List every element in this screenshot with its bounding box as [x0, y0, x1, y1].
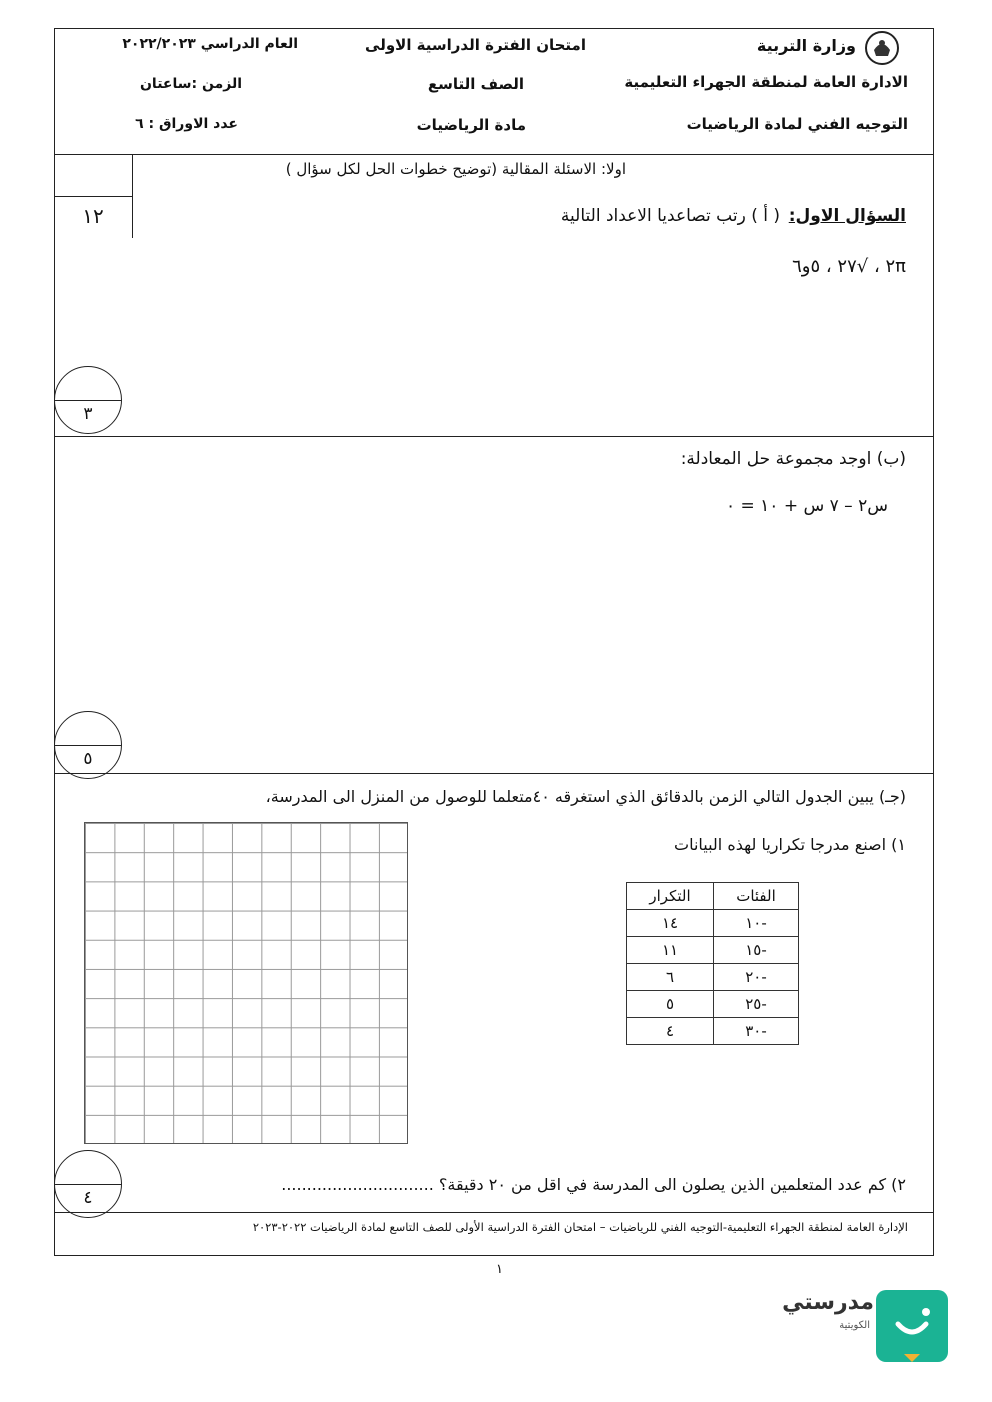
logo-subtitle: الكويتية: [839, 1320, 870, 1331]
grade: الصف التاسع: [427, 75, 524, 93]
total-score-box: [54, 154, 133, 238]
question-1a-values: ٢π ، √٢٧ ، ٥و٦: [792, 256, 906, 277]
table-cell: -٢٠: [714, 964, 799, 991]
table-cell: ٥: [627, 991, 714, 1018]
table-cell: -٣٠: [714, 1018, 799, 1045]
question-1c-task-1: ١) اصنع مدرجا تكراريا لهذه البيانات: [674, 835, 906, 854]
score-a: ٣: [83, 404, 93, 424]
table-row: [627, 964, 799, 991]
score-circle-c: [54, 1150, 122, 1218]
supervision-name: التوجيه الفني لمادة الرياضيات: [686, 115, 908, 133]
score-circle-a: [54, 366, 122, 434]
page-number: ١: [496, 1262, 503, 1277]
score-c: ٤: [83, 1188, 93, 1208]
table-cell: ٤: [627, 1018, 714, 1045]
subject: مادة الرياضيات: [416, 116, 526, 134]
histogram-grid[interactable]: [84, 822, 408, 1144]
section-title: اولا: الاسئلة المقالية (توضيح خطوات الحل لكل سؤال ): [285, 160, 626, 178]
table-cell: ١٤: [627, 910, 714, 937]
question-1c-prompt: (جـ) يبين الجدول التالي الزمن بالدقائق الذي استغرقه ٤٠متعلما للوصول من المنزل الى المدرسة،: [265, 787, 906, 806]
table-cell: ٦: [627, 964, 714, 991]
table-row: [627, 1018, 799, 1045]
table-header-row: [627, 883, 799, 910]
logo-name: مدرستي: [782, 1290, 874, 1315]
section-a-divider: [54, 436, 934, 437]
madrasati-logo-icon: [876, 1290, 948, 1362]
ministry-emblem-icon: [864, 30, 900, 66]
table-cell: -١٥: [714, 937, 799, 964]
ministry-name: وزارة التربية: [756, 36, 856, 55]
score-circle-b: [54, 711, 122, 779]
table-row: [627, 937, 799, 964]
table-cell: -١٠: [714, 910, 799, 937]
question-1a-prompt: ( أ ) رتب تصاعديا الاعداد التالية: [560, 206, 780, 226]
header-divider: [54, 154, 934, 155]
exam-title: امتحان الفترة الدراسية الاولى: [365, 36, 586, 54]
question-1b-prompt: (ب) اوجد مجموعة حل المعادلة:: [680, 449, 906, 469]
total-score: ١٢: [82, 204, 104, 228]
table-cell: ١١: [627, 937, 714, 964]
page-count: عدد الاوراق : ٦: [135, 116, 238, 132]
question-1-label: السؤال الاول:: [788, 206, 906, 226]
academic-year: العام الدراسي ٢٠٢٢/٢٠٢٣: [122, 36, 298, 52]
footer-divider: [54, 1212, 934, 1213]
table-header: التكرار: [627, 883, 714, 910]
frequency-table: [626, 882, 799, 1045]
table-header: الفئات: [714, 883, 799, 910]
question-1b-equation: س٢ – ٧ س + ١٠ = ٠: [725, 496, 888, 516]
score-b: ٥: [83, 749, 93, 769]
table-row: [627, 991, 799, 1018]
exam-duration: الزمن :ساعتان: [139, 76, 242, 92]
question-1c-task-2: ٢) كم عدد المتعلمين الذين يصلون الى المدرسة في اقل من ٢٠ دقيقة؟ ..............................: [281, 1175, 906, 1194]
table-row: [627, 910, 799, 937]
section-b-divider: [54, 773, 934, 774]
footer-text: الإدارة العامة لمنطقة الجهراء التعليمية-التوجيه الفني للرياضيات – امتحان الفترة الدراسية الأولى للصف التاسع لمادة الرياضيات ٢٠٢٢-٢٠٢٣: [252, 1220, 908, 1234]
district-name: الادارة العامة لمنطقة الجهراء التعليمية: [624, 73, 908, 91]
table-cell: -٢٥: [714, 991, 799, 1018]
